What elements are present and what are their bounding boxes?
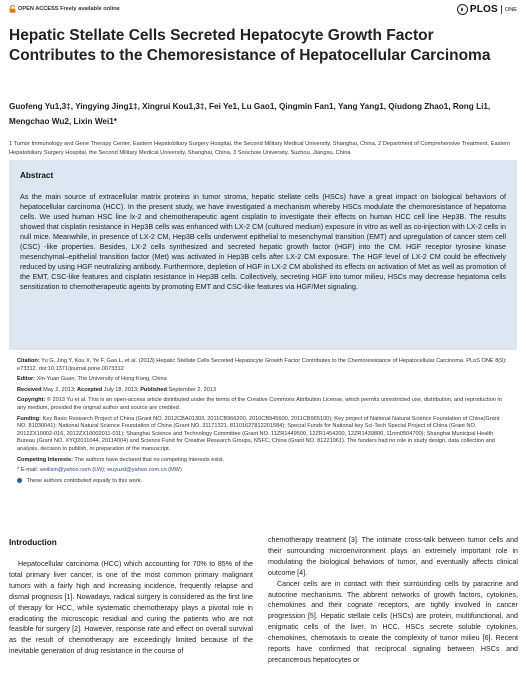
open-access-text: OPEN ACCESS Freely available online bbox=[18, 6, 120, 12]
email-addresses[interactable]: weilixin@yahoo.com (LW); wuyuzd@yahoo.com.cn (MW) bbox=[39, 467, 182, 474]
article-metadata bbox=[17, 358, 509, 488]
published-label: Published bbox=[140, 386, 167, 393]
abstract-text: As the main source of extracellular matrix proteins in tumor stroma, hepatic stellate cells (HSCs) have a great impact on biological behaviors of hepatocellular carcinoma (HCC). In the present study, we have investigated a mechanism whereby HSCs modulate the chemoresistance of hepatoma cells. We used human HSC line lx-2 and chemotherapeutic agent cisplatin to investigate their effects on human HCC cell line Hep3B. The results showed that cisplatin resistance in Hep3B cells was enhanced with LX-2 CM (cultured medium) exposure in vitro as well as co-injection with LX-2 cells in null mice. Meanwhile, in presence of LX-2 CM, Hep3B cells underwent epithelial to mesenchymal transition (EMT) and upregulation of cancer stem cell (CSC) -like properties. Besides, LX-2 cells synthesized and secreted hepatic growth factor (HGF) into the CM. HGF receptor tyrosine kinase mesenchymal–epithelial transition factor (Met) was activated in Hep3B cells after LX-2 CM exposure. The HGF level of LX-2 CM could be effectively reduced by using HGF neutralizing antibody. Furthermore, depletion of HGF in LX-2 CM abolished its effects on activation of Met as well as promotion of the EMT, CSC-like features and cisplatin resistance in Hep3B cells. Collectively, secreting HGF into tumor milieu, HSCs may decrease hepatoma cells sensitization to chemotherapeutic agents by promoting EMT and CSC-like features via HGF/Met signaling. bbox=[20, 192, 506, 291]
journal-name: PLOS bbox=[469, 4, 498, 15]
received-label: Received bbox=[17, 386, 42, 393]
citation-label: Citation: bbox=[17, 358, 40, 364]
logo-divider bbox=[501, 5, 502, 14]
funding-label: Funding: bbox=[17, 415, 41, 422]
citation-text[interactable]: Yu G, Jing Y, Kou X, Ye F, Gao L, et al. (2013) Hepatic Stellate Cells Secreted Hepatocyte Growth Factor Contributes to the Chemoresistance of Hepatocellular Carcinoma. PLoS ONE 8(9): e73312. doi:10.1371/journal.pone.0073312 bbox=[17, 358, 507, 372]
author-list: Guofeng Yu1,3‡, Yingying Jing1‡, Xingrui Kou1,3‡, Fei Ye1, Lu Gao1, Qingmin Fan1, Yang Yang1, Qiudong Zhao1, Rong Li1, Mengchao Wu2, Lixin Wei1* bbox=[9, 102, 491, 126]
competing-label: Competing Interests: bbox=[17, 456, 73, 463]
editor-text: Xin-Yuan Guan, The University of Hong Kong, China bbox=[36, 376, 167, 383]
abstract-box bbox=[9, 160, 517, 350]
introduction-heading: Introduction bbox=[9, 538, 57, 547]
copyright-label: Copyright: bbox=[17, 397, 46, 404]
abstract-heading: Abstract bbox=[20, 171, 54, 180]
competing-interests bbox=[17, 457, 509, 465]
journal-header bbox=[9, 4, 517, 18]
open-access-banner bbox=[9, 5, 120, 13]
accepted-date: July 18, 2013; bbox=[103, 386, 139, 393]
accepted-label: Accepted bbox=[77, 386, 103, 393]
email-label: * E-mail: bbox=[17, 467, 39, 474]
copyright-text: © 2013 Yu et al. This is an open-access article distributed under the terms of the Creative Commons Attribution License, which permits unrestricted use, distribution, and reproduction in any medium, provided the original author and source are credited. bbox=[17, 397, 502, 411]
body-paragraph: Hepatocellular carcinoma (HCC) which accounting for 70% to 85% of the total primary liver cancer, is one of the most common primary malignant tumors with a fairly high and increasing incidence, frequently relapse and dismal prognosis [1]. Nowadays, radical surgery is considered as the first line of therapy for HCC, while systematic chemotherapy plays a pivotal role in eradicating the microscopic residual and curing the patients who are not feasible for surgery [2]. However, response rate and effect on overall survival as the result of chemotherapy are exceedingly limited because of the inevitable generation of drug resistance in the course of bbox=[9, 560, 253, 656]
affiliations: 1 Tumor Immunology and Gene Therapy Center, Eastern Hepatobiliary Surgery Hospital, the Second Military Medical University, Shanghai, China, 2 Department of Comprehensive Treatment, Eastern Hepatobiliary Surgery Hospital, the Second Military Medical University, Shanghai, China, 3 Soochow University, Suzhou, Jiangsu, China bbox=[9, 141, 511, 156]
journal-suffix: ONE bbox=[504, 6, 517, 13]
published-date: September 2, 2013 bbox=[168, 386, 217, 393]
editor bbox=[17, 376, 509, 384]
open-access-lock-icon bbox=[9, 5, 16, 13]
body-column-left bbox=[9, 559, 253, 657]
funding-text: Key Basic Research Project of China (Grant NO. 2012CBA01303, 2011CB966200, 2010CB945600, 2011CB965100); Key project of National Natural Science Foundation of China(Grant NO. 81030041); National Natural Science Foundation of China (Grant NO. 31171321, 81101627812201584); Special Funds for National key Sci-Tech Special Project of China (Grant NO. 2012ZX10002-016, 2012ZX10002011-011); Shanghai Science and Technology Committee (Grant NO. 11ZR1449500, 12ZR1454200, 12ZR1439800, 11nm0504700); Shanghai Municipal Health Bureau (Grant NO. XYQ2011044, 20114004) and Science Fund for Creative Research Groups, NSFC, China (Grant NO. 81221061). The funders had no role in study design, data collection and analysis, decision to publish, or preparation of the manuscript. bbox=[17, 415, 500, 452]
correspondence bbox=[17, 467, 509, 475]
received-date: May 2, 2013; bbox=[43, 386, 76, 393]
article-title: Hepatic Stellate Cells Secreted Hepatocyte Growth Factor Contributes to the Chemoresistance of Hepatocellular Carcinoma bbox=[9, 27, 491, 64]
equal-contribution bbox=[17, 478, 509, 486]
body-paragraph: chemotherapy treatment [3]. The intimate cross-talk between tumor cells and their surrounding microenvironment plays an extremely important role in modulating the biological behaviors of tumor, and eventually affects clinical outcome [4]. bbox=[268, 536, 518, 577]
body-column-right bbox=[268, 535, 518, 666]
competing-text: The authors have declared that no competing interests exist. bbox=[74, 456, 225, 463]
editor-label: Editor: bbox=[17, 376, 36, 383]
equal-contribution-icon bbox=[17, 478, 22, 483]
equal-contribution-text: These authors contributed equally to this work. bbox=[26, 477, 143, 484]
copyright bbox=[17, 397, 509, 412]
plos-logo-icon bbox=[457, 4, 468, 15]
plos-one-logo[interactable] bbox=[457, 4, 517, 15]
body-paragraph: Cancer cells are in contact with their surrounding cells by paracrine and autocrine mechanisms. The abbrent networks of growth factors, cytokines, chemokines and their cognate receptors, are tightly involved in cancer progression [5]. Hepatic stellate cells (HSCs) are protein, multifunctional, and enigmatic cells of the liver. In HCC, HSCs secrete soluble cytokines, chemokines, chemotaxis to create the complexity of tumor milieu [6]. Recent reports have confirmed that reciprocal signaling between HSCs and precancerous hepatocytes or bbox=[268, 579, 518, 664]
dates bbox=[17, 387, 509, 395]
citation bbox=[17, 358, 509, 373]
funding bbox=[17, 416, 509, 454]
